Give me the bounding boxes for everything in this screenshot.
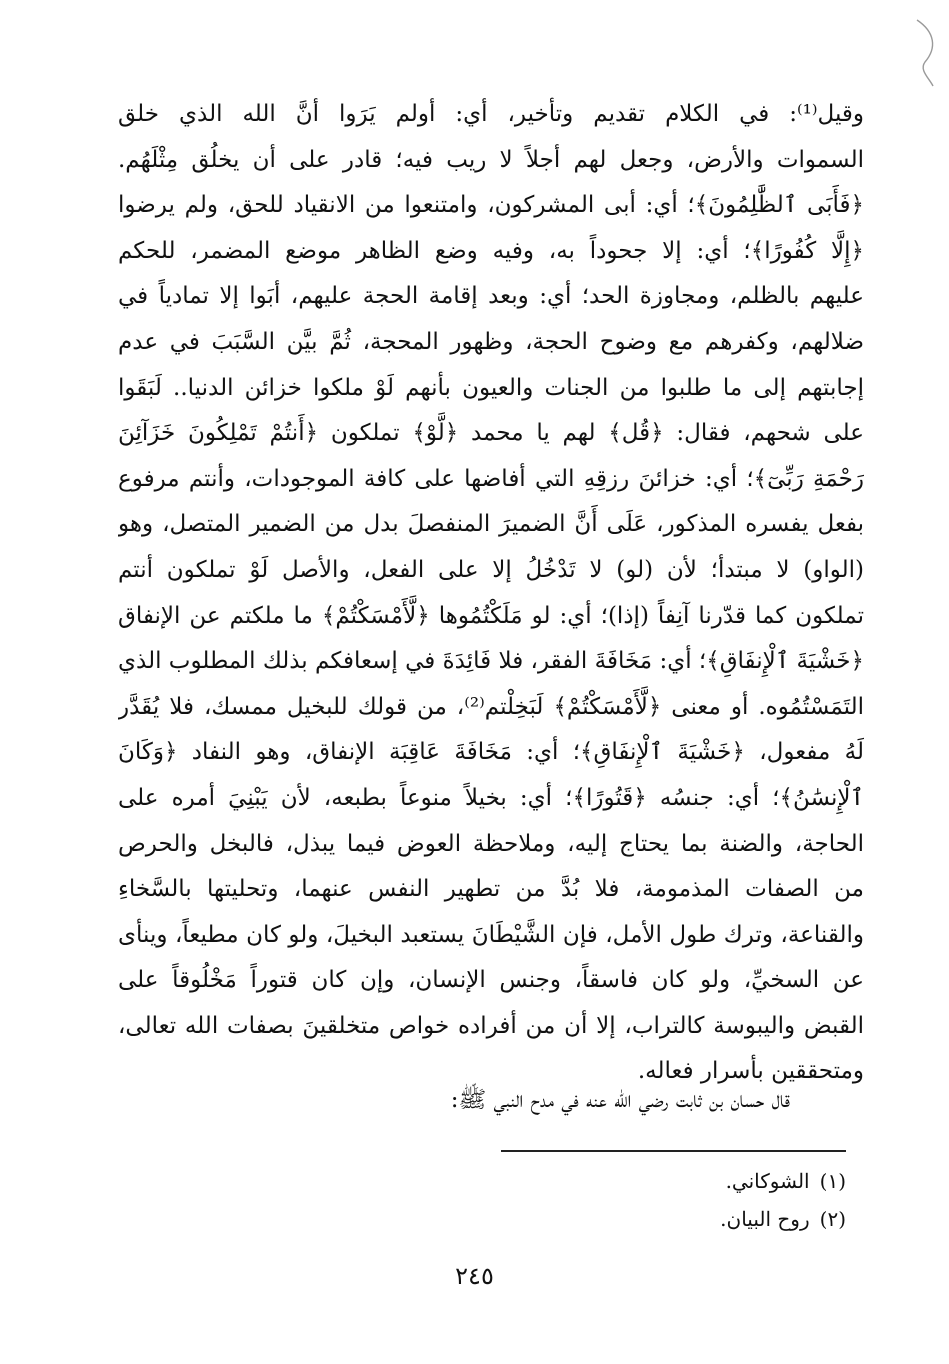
text-line: ﴿فَأَبَى ٱلظَّٰلِمُونَ﴾؛ أي: أبى المشركون، وامتنعوا من الانقياد للحق، ولم يرضوا	[118, 192, 864, 219]
text-line: بفعل يفسره المذكور، عَلَى أَنَّ الضميرَ المنفصلَ بدل من الضمير المتصل، وهو	[118, 511, 864, 538]
text-line: التَمَسْتُمُوه. أو معنى ﴿لَّأَمْسَكْتُمْ﴾ لَبَخِلْتم⁽²⁾، من قولك للبخيل ممسك، فلا يُقَدَّر	[118, 693, 864, 720]
page-number: ٢٤٥	[455, 1262, 494, 1290]
footnote-number: (٢)	[819, 1207, 846, 1231]
text-line: عن السخيِّ، ولو كان فاسقاً، وجنس الإنسان، وإن كان قتوراً مَخْلُوقاً على	[118, 967, 864, 994]
footnote-number: (١)	[819, 1169, 846, 1193]
text-line: وقيل⁽¹⁾: في الكلام تقديم وتأخير، أي: أولم يَرَوا أنَّ الله الذي خلق	[118, 101, 864, 127]
footnote-item	[118, 1162, 846, 1200]
text-line: رَحْمَةِ رَبِّىٓ﴾؛ أي: خزائنَ رزقِهِ التي أفاضها على كافة الموجودات، وأنتم مرفوع	[118, 465, 864, 492]
footnote-separator	[501, 1150, 846, 1152]
page-edge-curl-mark	[911, 18, 941, 88]
text-line: على شحهم، فقال: ﴿قُل﴾ لهم يا محمد ﴿لَّوْ﴾ تملكون ﴿أَنتُمْ تَمْلِكُونَ خَزَآئِنَ	[118, 420, 864, 447]
text-line: من الصفات المذمومة، فلا بُدَّ من تطهير النفس عنهما، وتحليتها بالسَّخاءِ	[118, 876, 864, 903]
footnote-text: روح البيان.	[720, 1207, 810, 1231]
text-line: عليهم بالظلم، ومجاوزة الحد؛ أي: وبعد إقامة الحجة عليهم، أبَوا إلا تمادياً في	[118, 283, 864, 310]
text-line: ﴿خَشْيَةَ ٱلْإِنفَاقِ﴾؛ أي: مَخَافَةَ الفقر، فلا فَائِدَةَ في إسعافكم بذلك المطلوب الذي	[118, 648, 864, 675]
text-line: إجابتهم إلى ما طلبوا من الجنات والعيون بأنهم لَوْ ملكوا خزائن الدنيا.. لَبَقَوا	[118, 374, 864, 401]
footnote-text: الشوكاني.	[725, 1169, 810, 1193]
text-line: السموات والأرض، وجعل لهم أجلاً لا ريب فيه؛ قادر على أن يخلُق مِثْلَهُم.	[118, 146, 864, 173]
text-line: القبض واليبوسة كالتراب، إلا أن من أفراده خواص متخلقينَ بصفات الله تعالى،	[118, 1012, 864, 1039]
text-line: الحاجة، والضنة بما يحتاج إليه، وملاحظة العوض فيما يبذل، فالبخل والحرص	[118, 830, 864, 857]
text-line: ﴿إِلَّا كُفُورًا﴾؛ أي: إلا جحوداً به، وفيه وضع الظاهر موضع المضمر، للحكم	[118, 237, 864, 264]
text-line: والقناعة، وترك طول الأمل، فإن الشَّيْطَانَ يستعبد البخيلَ، ولو كان مطيعاً، وينأى	[118, 921, 864, 948]
footnote-item	[118, 1200, 846, 1238]
text-line: لَهُ مفعول، ﴿خَشْيَةَ ٱلْإِنفَاقِ﴾؛ أي: مَخَافَةَ عَاقِبَة الإنفاق، وهو النفاد ﴿وَكَانَ	[118, 739, 864, 766]
text-line: ومتحققين بأسرار فعاله.	[637, 1058, 864, 1085]
verse-introduction: قال حسان بن ثابت رضي الله عنه في مدح النبي ﷺ:	[450, 1087, 790, 1113]
main-text	[118, 92, 864, 1095]
text-line: ضلالهم، وكفرهم مع وضوح الحجة، وظهور المحجة، ثُمَّ بيَّن السَّبَبَ في عدم	[118, 328, 864, 355]
text-line: تملكون كما قدّرنا آنِفاً (إذا)؛ أي: لو مَلَكْتُمُوها ﴿لَّأَمْسَكْتُمْ﴾ ما ملكتم عن الإنفاق	[118, 602, 864, 629]
text-line: ٱلْإِنسَٰنُ﴾؛ أي: جنسُه ﴿قَتُورًا﴾؛ أي: بخيلاً منوعاً بطبعه، لأن يَبْنِيَ أمره على	[118, 784, 864, 811]
footnotes	[118, 1162, 846, 1238]
text-line: (الواو) لا مبتدأ؛ لأن (لو) لا تَدْخُلُ إلا على الفعل، والأصل لَوْ تملكون أنتم	[118, 556, 864, 583]
